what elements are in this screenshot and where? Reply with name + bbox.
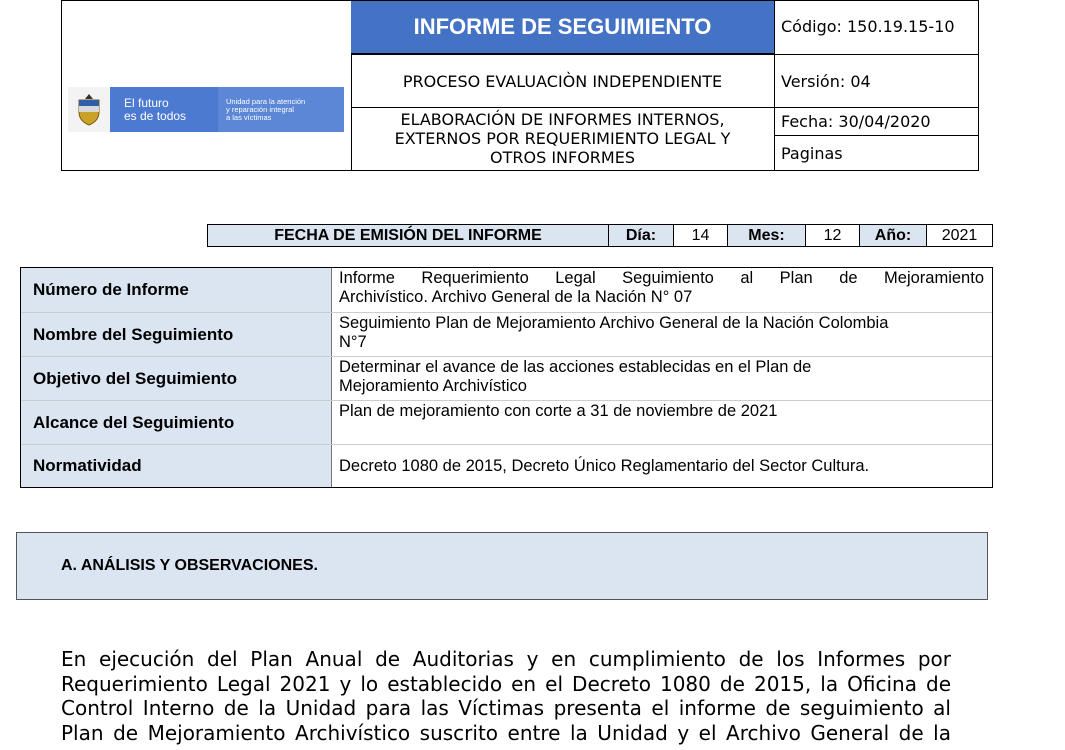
value-line: Mejoramiento Archivístico: [339, 377, 527, 395]
value-line: Plan de mejoramiento con corte a 31 de noviembre de 2021: [339, 402, 778, 420]
slogan-line: El futuro: [124, 95, 169, 110]
document-header-table: [61, 0, 979, 171]
document-version: Versión: 04: [781, 72, 871, 91]
value-line: Archivístico. Archivo General de la Nación N° 07: [339, 288, 693, 306]
document-code: Código: 150.19.15-10: [781, 17, 955, 36]
header-divider: [774, 135, 979, 136]
year-label: Año:: [860, 225, 927, 246]
colombia-crest-icon: [68, 87, 110, 132]
document-pages: Paginas: [781, 144, 843, 163]
value-line: Informe Requerimiento Legal Seguimiento al Plan de Mejoramiento: [339, 269, 984, 287]
slogan-line: es de todos: [124, 108, 187, 123]
section-heading: A. ANÁLISIS Y OBSERVACIONES.: [16, 532, 988, 600]
row-value: [332, 445, 992, 487]
subtitle-line: OTROS INFORMES: [490, 148, 635, 167]
paragraph-line: En ejecución del Plan Anual de Auditorias y en cumplimiento de los Informes por: [61, 647, 951, 671]
subtitle-line: ELABORACIÓN DE INFORMES INTERNOS,: [400, 110, 725, 129]
row-label: Nombre del Seguimiento: [21, 313, 332, 356]
report-info-table: [20, 267, 993, 488]
row-value: [332, 401, 992, 444]
month-value: 12: [806, 225, 860, 246]
entity-line: y reparación integral: [226, 104, 294, 114]
year-value: 2021: [927, 225, 992, 246]
row-value: [332, 357, 992, 400]
row-value: [332, 313, 992, 356]
table-row: [21, 445, 992, 487]
row-label: Normatividad: [21, 445, 332, 487]
header-divider: [774, 1, 775, 170]
row-value: [332, 268, 992, 312]
header-divider: [351, 107, 979, 108]
body-paragraph: [61, 647, 951, 745]
emission-date-strip: [207, 224, 993, 247]
header-divider: [351, 54, 979, 55]
document-title: INFORME DE SEGUIMIENTO: [351, 1, 774, 54]
entity-logo: [68, 87, 344, 132]
day-label: Día:: [609, 225, 674, 246]
row-label: Objetivo del Seguimiento: [21, 357, 332, 400]
entity-line: a las víctimas: [226, 112, 272, 122]
row-label: Número de Informe: [21, 268, 332, 312]
process-name: PROCESO EVALUACIÒN INDEPENDIENTE: [402, 72, 723, 91]
value-line: Decreto 1080 de 2015, Decreto Único Reglamentario del Sector Cultura.: [339, 457, 870, 475]
document-date: Fecha: 30/04/2020: [781, 112, 931, 131]
paragraph-line: Control Interno de la Unidad para las Víctimas presenta el informe de seguimiento al: [61, 696, 951, 720]
emission-label: FECHA DE EMISIÓN DEL INFORME: [208, 225, 609, 246]
row-label: Alcance del Seguimiento: [21, 401, 332, 444]
logo-entity-name: [218, 87, 344, 132]
value-line: Seguimiento Plan de Mejoramiento Archivo General de la Nación Colombia: [339, 314, 889, 332]
table-row: [21, 401, 992, 445]
paragraph-line: Plan de Mejoramiento Archivístico suscrito entre la Unidad y el Archivo General de la: [61, 720, 951, 745]
table-row: [21, 268, 992, 313]
document-subtitle: [351, 110, 774, 167]
table-row: [21, 313, 992, 357]
month-label: Mes:: [728, 225, 806, 246]
value-line: Determinar el avance de las acciones establecidas en el Plan de: [339, 358, 812, 376]
table-row: [21, 357, 992, 401]
subtitle-line: EXTERNOS POR REQUERIMIENTO LEGAL Y: [394, 129, 731, 148]
value-line: N°7: [339, 333, 367, 351]
logo-slogan: [110, 87, 218, 132]
day-value: 14: [674, 225, 728, 246]
entity-line: Unidad para la atención: [226, 96, 306, 106]
paragraph-line: Requerimiento Legal 2021 y lo establecido en el Decreto 1080 de 2015, la Oficina de: [61, 671, 951, 696]
